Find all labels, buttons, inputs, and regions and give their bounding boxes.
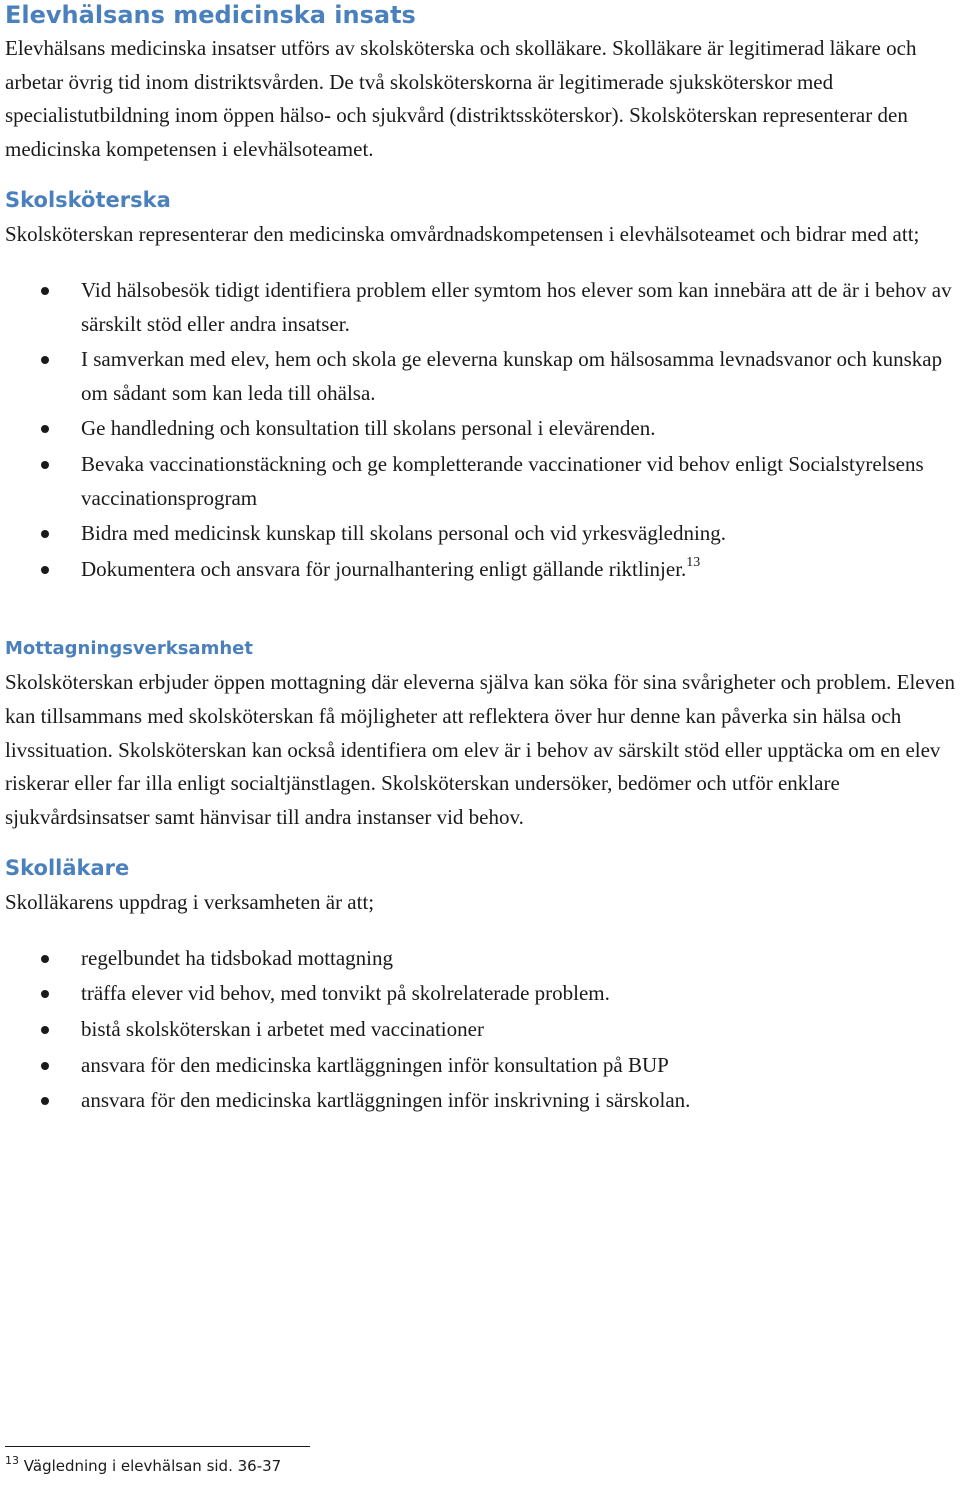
document-page (5, 0, 955, 1120)
bullet-icon (41, 566, 49, 574)
footnote-reference[interactable]: 13 (686, 554, 701, 570)
list-item-text: Bevaka vaccinationstäckning och ge kompletterande vaccinationer vid behov enligt Socialstyrelsens vaccinationsprogram (81, 451, 924, 510)
list-item (5, 942, 955, 976)
bullet-icon (41, 1062, 49, 1070)
list-item-text: bistå skolsköterskan i arbetet med vaccinationer (81, 1017, 484, 1042)
list-item-text: Bidra med medicinsk kunskap till skolans personal och vid yrkesvägledning. (81, 521, 727, 546)
section-heading-skolskoterska: Skolsköterska (5, 188, 171, 213)
list-item-text: ansvara för den medicinska kartläggningen inför inskrivning i särskolan. (81, 1088, 691, 1113)
list-item (5, 553, 955, 587)
section-heading-elevhalsan: Elevhälsans medicinska insats (5, 1, 416, 29)
bullet-icon (41, 990, 49, 998)
section-heading-skollakare: Skolläkare (5, 856, 130, 881)
bullet-icon (41, 356, 49, 364)
bullet-icon (41, 287, 49, 295)
bullet-icon (41, 955, 49, 963)
footnote-number: 13 (5, 1454, 19, 1467)
bullet-icon (41, 461, 49, 469)
list-item-text: ansvara för den medicinska kartläggningen inför konsultation på BUP (81, 1052, 669, 1077)
list-item (5, 517, 955, 551)
list-item-text: I samverkan med elev, hem och skola ge eleverna kunskap om hälsosamma levnadsvanor och kunskap om sådant som kan leda till ohälsa. (81, 347, 943, 405)
list-item (5, 1013, 955, 1047)
list-item-text: regelbundet ha tidsbokad mottagning (81, 945, 394, 970)
list-item-text: Vid hälsobesök tidigt identifiera problem eller symtom hos elever som kan innebära att de är i behov av särskilt stöd eller andra insatser. (81, 277, 952, 336)
list-item (5, 977, 955, 1011)
paragraph-skollakare-intro: Skolläkarens uppdrag i verksamheten är att; (5, 890, 375, 915)
bullet-icon (41, 1026, 49, 1034)
footnote (5, 1456, 281, 1476)
skolskoterska-list (5, 274, 955, 586)
footnote-text: Vägledning i elevhälsan sid. 36-37 (23, 1457, 282, 1475)
list-item (5, 412, 955, 446)
footnote-separator (5, 1446, 310, 1447)
list-item (5, 343, 955, 410)
list-item (5, 1049, 955, 1083)
bullet-icon (41, 425, 49, 433)
paragraph-skolskoterska-intro: Skolsköterskan representerar den medicinska omvårdnadskompetensen i elevhälsoteamet och bidrar med att; (5, 222, 920, 247)
list-item-text: träffa elever vid behov, med tonvikt på skolrelaterade problem. (81, 981, 610, 1006)
section-heading-mottagning: Mottagningsverksamhet (5, 638, 253, 660)
list-item-text: Ge handledning och konsultation till skolans personal i elevärenden. (81, 416, 656, 441)
list-item (5, 448, 955, 515)
skollakare-list (5, 942, 955, 1118)
bullet-icon (41, 530, 49, 538)
paragraph-elevhalsan: Elevhälsans medicinska insatser utförs av skolsköterska och skolläkare. Skolläkare är legitimerad läkare och arbetar övrig tid inom distriktsvården. De två skolsköterskorna är legitimerade sjuksköterskor med specialistutbildning inom öppen hälso- och sjukvård (distriktssköterskor). Skolsköterskan representerar den medicinska kompetensen i elevhälsoteamet. (5, 36, 917, 161)
list-item (5, 274, 955, 341)
bullet-icon (41, 1097, 49, 1105)
paragraph-mottagning: Skolsköterskan erbjuder öppen mottagning där eleverna själva kan söka för sina svårigheter och problem. Eleven kan tillsammans med skolsköterskan få möjligheter att reflektera över hur denne kan påverka sin hälsa och livssituation. Skolsköterskan kan också identifiera om elev är i behov av särskilt stöd eller upptäcka om en elev riskerar eller far illa enligt socialtjänstlagen. Skolsköterskan undersöker, bedömer och utför enklare sjukvårdsinsatser samt hänvisar till andra instanser vid behov. (5, 670, 955, 829)
list-item-text: Dokumentera och ansvara för journalhantering enligt gällande riktlinjer. (81, 556, 687, 581)
list-item (5, 1084, 955, 1118)
